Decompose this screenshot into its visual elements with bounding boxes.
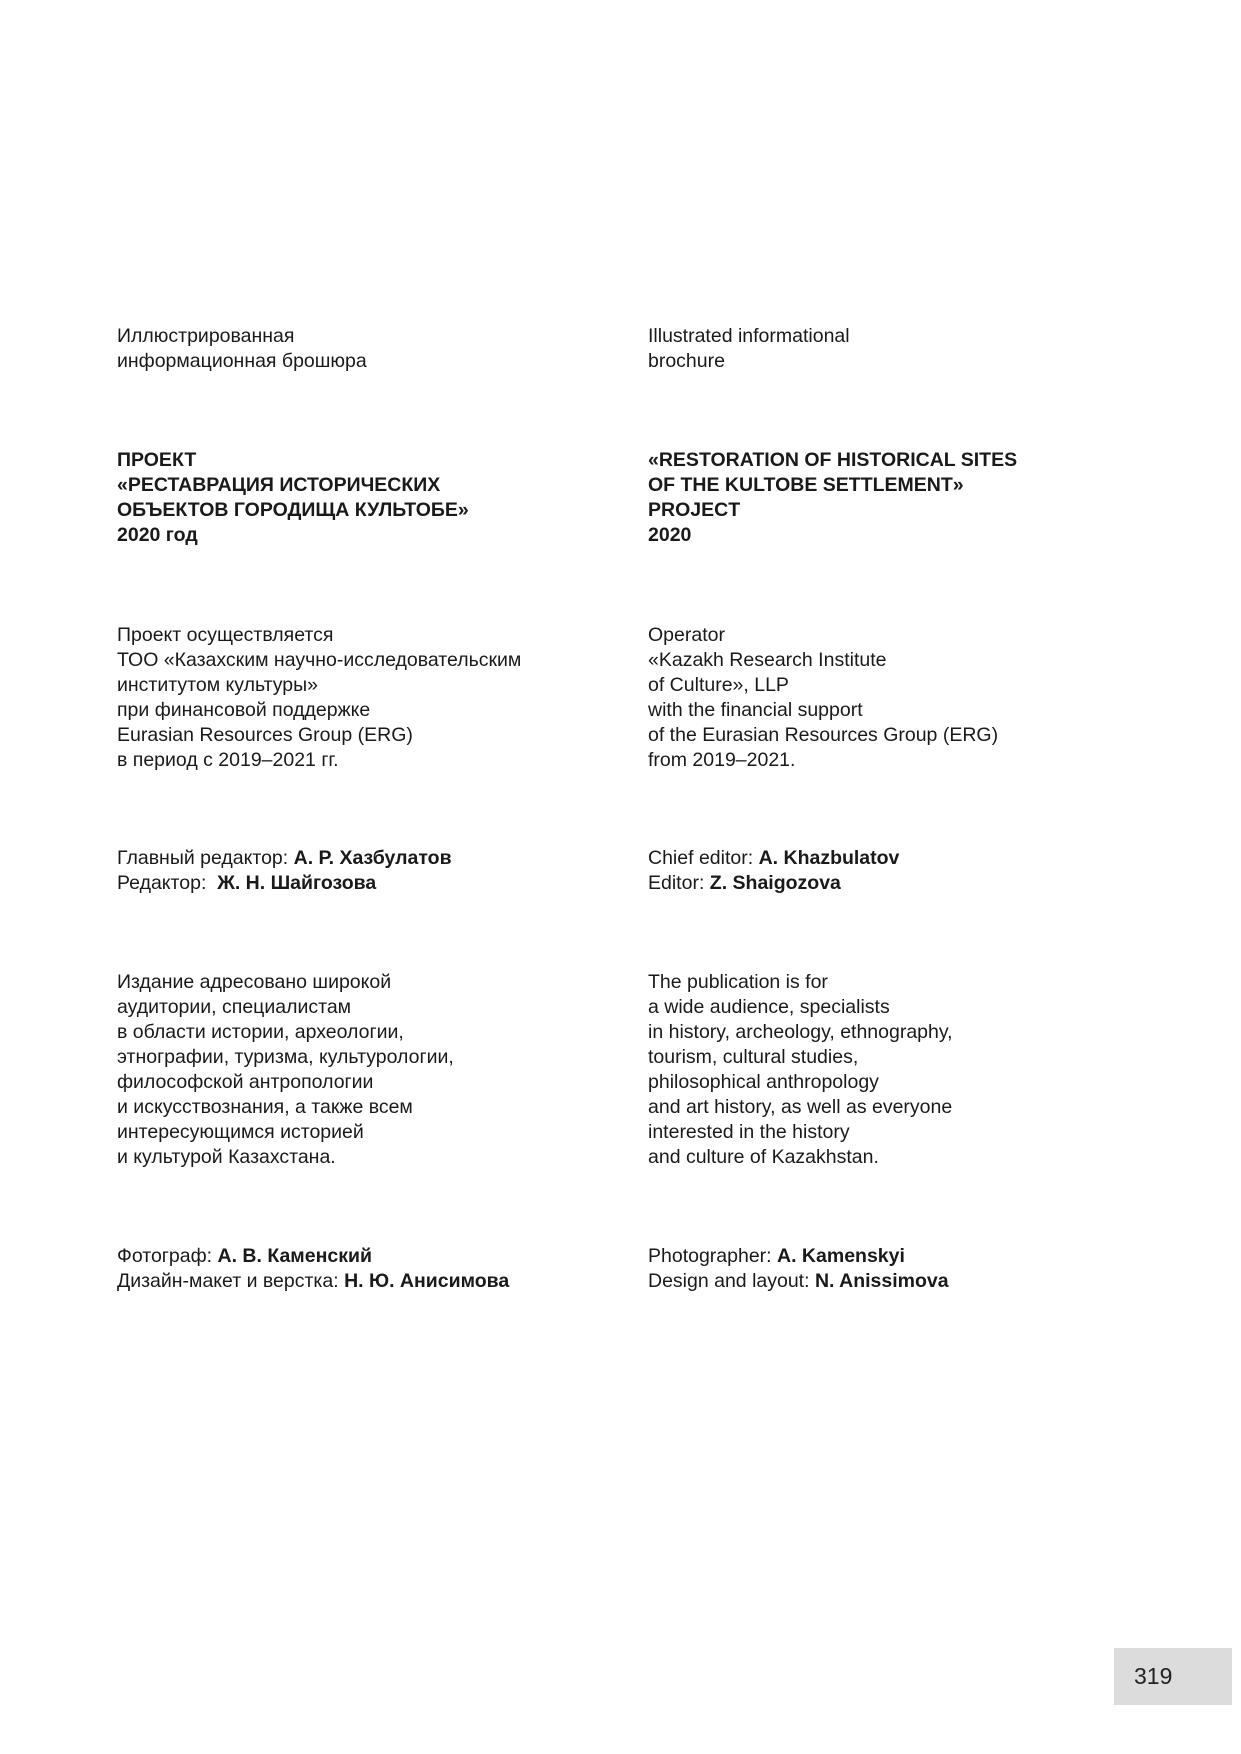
audience-line: философской антропологии	[117, 1071, 374, 1093]
project-title	[648, 448, 1148, 548]
design-label: Дизайн-макет и верстка:	[117, 1270, 345, 1292]
audience-line: philosophical anthropology	[648, 1071, 879, 1093]
audience-line: Издание адресовано широкой	[117, 971, 392, 993]
audience-line: этнографии, туризма, культурологии,	[117, 1046, 454, 1068]
design-name: N. Anissimova	[814, 1270, 949, 1292]
operator-line: «Kazakh Research Institute	[648, 649, 887, 671]
editor-label: Editor:	[648, 872, 710, 894]
title-line: ОБЪЕКТОВ ГОРОДИЩА КУЛЬТОБЕ»	[117, 499, 469, 521]
intro-line: Illustrated informational	[648, 325, 850, 347]
audience-block	[117, 970, 617, 1170]
operator-line: of Culture», LLP	[648, 674, 789, 696]
photographer-label: Фотограф:	[117, 1245, 218, 1267]
design-credit	[648, 1269, 1148, 1294]
editors-block	[117, 846, 617, 896]
intro-line: Иллюстрированная	[117, 325, 295, 347]
audience-line: a wide audience, specialists	[648, 996, 890, 1018]
audience-block	[648, 970, 1148, 1170]
editor-name: Z. Shaigozova	[709, 872, 841, 894]
credits-block	[117, 1244, 617, 1294]
title-line: PROJECT	[648, 499, 741, 521]
design-name: Н. Ю. Анисимова	[344, 1270, 510, 1292]
project-title	[117, 448, 617, 548]
audience-line: in history, archeology, ethnography,	[648, 1021, 953, 1043]
chief-editor-credit	[648, 846, 1148, 871]
audience-line: в области истории, археологии,	[117, 1021, 404, 1043]
credits-block	[648, 1244, 1148, 1294]
operator-line: from 2019–2021.	[648, 749, 796, 771]
chief-editor-name: A. Khazbulatov	[758, 847, 900, 869]
operator-line: of the Eurasian Resources Group (ERG)	[648, 724, 999, 746]
chief-editor-credit	[117, 846, 617, 871]
title-line: ПРОЕКТ	[117, 449, 197, 471]
audience-line: and art history, as well as everyone	[648, 1096, 953, 1118]
operator-line: при финансовой поддержке	[117, 699, 371, 721]
editor-label: Редактор:	[117, 872, 218, 894]
audience-line: и искусствознания, а также всем	[117, 1096, 413, 1118]
operator-line: with the financial support	[648, 699, 863, 721]
photographer-credit	[648, 1244, 1148, 1269]
audience-line: and culture of Kazakhstan.	[648, 1146, 879, 1168]
operator-line: Проект осуществляется	[117, 624, 334, 646]
intro-block	[648, 324, 1148, 374]
audience-line: The publication is for	[648, 971, 828, 993]
operator-line: в период с 2019–2021 гг.	[117, 749, 339, 771]
operator-line: ТОО «Казахским научно-исследовательским	[117, 649, 522, 671]
title-line: 2020 год	[117, 524, 198, 546]
intro-block	[117, 324, 617, 374]
operator-block	[648, 623, 1148, 773]
chief-editor-label: Chief editor:	[648, 847, 759, 869]
operator-block	[117, 623, 617, 773]
operator-line: институтом культуры»	[117, 674, 318, 696]
audience-line: аудитории, специалистам	[117, 996, 352, 1018]
operator-line: Operator	[648, 624, 725, 646]
photographer-credit	[117, 1244, 617, 1269]
chief-editor-name: А. Р. Хазбулатов	[293, 847, 452, 869]
operator-line: Eurasian Resources Group (ERG)	[117, 724, 413, 746]
chief-editor-label: Главный редактор:	[117, 847, 294, 869]
editor-name: Ж. Н. Шайгозова	[217, 872, 377, 894]
design-label: Design and layout:	[648, 1270, 815, 1292]
title-line: «РЕСТАВРАЦИЯ ИСТОРИЧЕСКИХ	[117, 474, 441, 496]
photographer-name: А. В. Каменский	[217, 1245, 372, 1267]
intro-line: brochure	[648, 350, 725, 372]
intro-line: информационная брошюра	[117, 350, 367, 372]
editor-credit	[117, 871, 617, 896]
audience-line: tourism, cultural studies,	[648, 1046, 859, 1068]
title-line: «RESTORATION OF HISTORICAL SITES	[648, 449, 1018, 471]
title-line: 2020	[648, 524, 692, 546]
title-line: OF THE KULTOBE SETTLEMENT»	[648, 474, 964, 496]
photographer-name: A. Kamenskyi	[777, 1245, 905, 1267]
design-credit	[117, 1269, 617, 1294]
audience-line: интересующимся историей	[117, 1121, 364, 1143]
editors-block	[648, 846, 1148, 896]
photographer-label: Photographer:	[648, 1245, 778, 1267]
audience-line: и культурой Казахстана.	[117, 1146, 336, 1168]
audience-line: interested in the history	[648, 1121, 850, 1143]
editor-credit	[648, 871, 1148, 896]
page-number: 319	[1114, 1648, 1232, 1705]
